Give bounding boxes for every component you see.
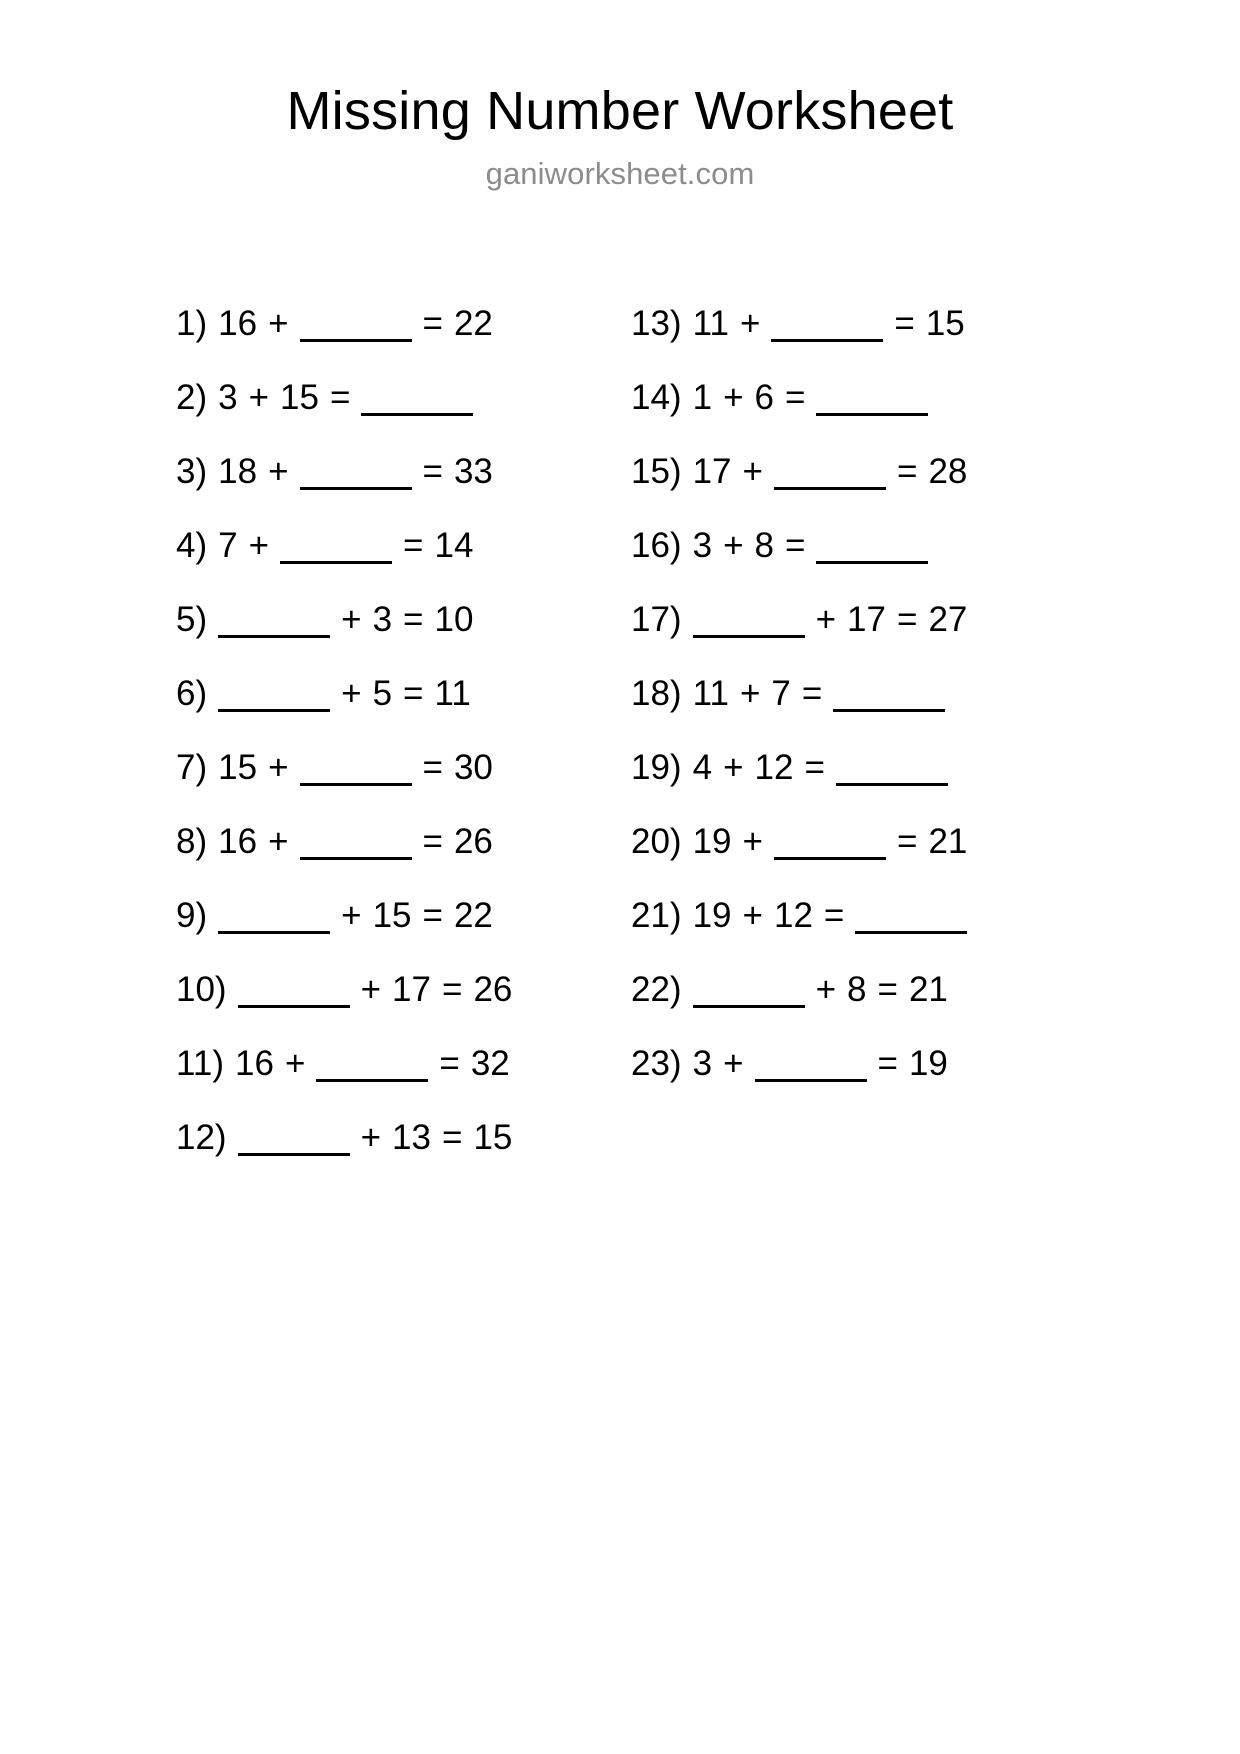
- operand-a: 19: [692, 822, 732, 861]
- problem-row: [176, 953, 631, 1027]
- problem-number: 17): [631, 600, 682, 639]
- equals-operator: =: [329, 378, 351, 417]
- operand-b: 13: [392, 1118, 431, 1157]
- operand-b: 5: [372, 674, 393, 713]
- problem-number: 2): [176, 378, 208, 417]
- answer-blank[interactable]: [816, 412, 928, 416]
- result-value: 10: [434, 600, 474, 639]
- equals-operator: =: [422, 896, 443, 935]
- plus-operator: +: [742, 452, 763, 491]
- problem-number: 5): [176, 600, 208, 639]
- problem-number: 11): [176, 1044, 224, 1083]
- result-value: 11: [434, 674, 471, 713]
- result-value: 26: [453, 822, 493, 861]
- operand-a: 7: [218, 526, 238, 565]
- problem-number: 12): [176, 1118, 227, 1157]
- equals-operator: =: [804, 748, 825, 787]
- operand-b: 17: [392, 970, 431, 1009]
- plus-operator: +: [268, 452, 289, 491]
- problem-number: 6): [176, 674, 208, 713]
- problem-column-left: [176, 287, 631, 1175]
- problem-number: 1): [176, 304, 208, 343]
- operand-b: 17: [847, 600, 886, 639]
- answer-blank[interactable]: [836, 782, 948, 786]
- equals-operator: =: [877, 970, 898, 1009]
- problem-number: 20): [631, 822, 682, 861]
- problem-number: 7): [176, 748, 208, 787]
- answer-blank[interactable]: [280, 560, 392, 564]
- operand-a: 3: [692, 526, 713, 565]
- plus-operator: +: [268, 822, 289, 861]
- problem-number: 18): [631, 674, 682, 713]
- result-value: 22: [453, 896, 493, 935]
- answer-blank[interactable]: [300, 338, 412, 342]
- operand-a: 4: [692, 748, 713, 787]
- equals-operator: =: [422, 452, 443, 491]
- problem-row: [176, 731, 631, 805]
- page-title: Missing Number Worksheet: [286, 81, 954, 141]
- plus-operator: +: [739, 674, 761, 713]
- problem-row: [176, 657, 631, 731]
- plus-operator: +: [360, 970, 382, 1009]
- problem-row: [631, 435, 1086, 509]
- answer-blank[interactable]: [693, 1004, 805, 1008]
- equals-operator: =: [441, 1118, 463, 1157]
- result-value: 33: [453, 452, 493, 491]
- operand-b: 3: [372, 600, 393, 639]
- problem-number: 14): [631, 378, 682, 417]
- problem-number: 21): [631, 896, 682, 935]
- plus-operator: +: [723, 1044, 744, 1083]
- equals-operator: =: [894, 304, 915, 343]
- problem-row: [176, 509, 631, 583]
- answer-blank[interactable]: [816, 560, 928, 564]
- equals-operator: =: [896, 600, 918, 639]
- problem-number: 3): [176, 452, 208, 491]
- equals-operator: =: [896, 822, 918, 861]
- answer-blank[interactable]: [238, 1004, 350, 1008]
- equals-operator: =: [403, 526, 424, 565]
- site-attribution: ganiworksheet.com: [485, 156, 755, 191]
- equals-operator: =: [422, 748, 443, 787]
- problem-row: [176, 879, 631, 953]
- result-value: 30: [453, 748, 493, 787]
- operand-a: 3: [218, 378, 238, 417]
- equals-operator: =: [403, 674, 424, 713]
- answer-blank[interactable]: [316, 1078, 428, 1082]
- plus-operator: +: [341, 674, 362, 713]
- problem-number: 23): [631, 1044, 682, 1083]
- answer-blank[interactable]: [771, 338, 883, 342]
- answer-blank[interactable]: [855, 930, 967, 934]
- equals-operator: =: [877, 1044, 898, 1083]
- problem-row: [176, 583, 631, 657]
- operand-b: 8: [847, 970, 867, 1009]
- plus-operator: +: [723, 378, 744, 417]
- problem-number: 16): [631, 526, 682, 565]
- result-value: 22: [453, 304, 493, 343]
- answer-blank[interactable]: [218, 708, 330, 712]
- problem-number: 19): [631, 748, 682, 787]
- plus-operator: +: [268, 748, 289, 787]
- operand-a: 11: [692, 674, 729, 713]
- plus-operator: +: [248, 526, 270, 565]
- plus-operator: +: [248, 378, 270, 417]
- plus-operator: +: [284, 1044, 306, 1083]
- operand-a: 16: [218, 822, 258, 861]
- result-value: 21: [928, 822, 968, 861]
- problem-column-right: [631, 287, 1086, 1101]
- result-value: 15: [925, 304, 965, 343]
- problem-number: 15): [631, 452, 682, 491]
- answer-blank[interactable]: [361, 412, 473, 416]
- answer-blank[interactable]: [238, 1152, 350, 1156]
- problem-number: 10): [176, 970, 227, 1009]
- problem-row: [176, 287, 631, 361]
- equals-operator: =: [823, 896, 845, 935]
- result-value: 19: [908, 1044, 948, 1083]
- operand-a: 16: [218, 304, 258, 343]
- problem-row: [631, 879, 1086, 953]
- answer-blank[interactable]: [833, 708, 945, 712]
- plus-operator: +: [739, 304, 761, 343]
- equals-operator: =: [784, 526, 806, 565]
- problem-number: 22): [631, 970, 682, 1009]
- result-value: 32: [470, 1044, 510, 1083]
- problem-row: [631, 657, 1086, 731]
- operand-b: 12: [773, 896, 813, 935]
- operand-a: 1: [692, 378, 713, 417]
- operand-a: 16: [235, 1044, 274, 1083]
- operand-a: 18: [218, 452, 258, 491]
- problem-number: 4): [176, 526, 208, 565]
- equals-operator: =: [784, 378, 806, 417]
- plus-operator: +: [268, 304, 289, 343]
- problem-row: [631, 805, 1086, 879]
- plus-operator: +: [815, 600, 837, 639]
- problem-number: 13): [631, 304, 682, 343]
- equals-operator: =: [422, 822, 443, 861]
- answer-blank[interactable]: [300, 486, 412, 490]
- result-value: 21: [908, 970, 948, 1009]
- result-value: 26: [473, 970, 513, 1009]
- answer-blank[interactable]: [755, 1078, 867, 1082]
- plus-operator: +: [341, 600, 362, 639]
- result-value: 27: [928, 600, 968, 639]
- answer-blank[interactable]: [300, 782, 412, 786]
- operand-b: 7: [771, 674, 791, 713]
- equals-operator: =: [801, 674, 823, 713]
- operand-a: 11: [692, 304, 729, 343]
- problem-row: [631, 1027, 1086, 1101]
- operand-a: 19: [692, 896, 732, 935]
- plus-operator: +: [723, 748, 744, 787]
- plus-operator: +: [742, 896, 763, 935]
- result-value: 15: [473, 1118, 513, 1157]
- problem-row: [631, 731, 1086, 805]
- problems-container: [0, 192, 1240, 1175]
- answer-blank[interactable]: [693, 634, 805, 638]
- operand-b: 15: [280, 378, 319, 417]
- result-value: 28: [928, 452, 968, 491]
- problem-row: [176, 361, 631, 435]
- answer-blank[interactable]: [774, 856, 886, 860]
- equals-operator: =: [896, 452, 918, 491]
- equals-operator: =: [422, 304, 443, 343]
- operand-b: 8: [754, 526, 774, 565]
- problem-row: [631, 953, 1086, 1027]
- answer-blank[interactable]: [300, 856, 412, 860]
- equals-operator: =: [439, 1044, 460, 1083]
- problem-row: [176, 1101, 631, 1175]
- operand-b: 6: [754, 378, 774, 417]
- operand-a: 3: [692, 1044, 713, 1083]
- answer-blank[interactable]: [218, 930, 330, 934]
- plus-operator: +: [742, 822, 763, 861]
- operand-a: 15: [218, 748, 258, 787]
- plus-operator: +: [723, 526, 744, 565]
- plus-operator: +: [360, 1118, 382, 1157]
- equals-operator: =: [441, 970, 463, 1009]
- operand-b: 12: [754, 748, 794, 787]
- problem-number: 9): [176, 896, 208, 935]
- problem-row: [631, 509, 1086, 583]
- operand-b: 15: [372, 896, 412, 935]
- answer-blank[interactable]: [218, 634, 330, 638]
- result-value: 14: [434, 526, 474, 565]
- operand-a: 17: [692, 452, 732, 491]
- problem-number: 8): [176, 822, 208, 861]
- answer-blank[interactable]: [774, 486, 886, 490]
- problem-row: [631, 287, 1086, 361]
- problem-row: [176, 805, 631, 879]
- problem-row: [631, 361, 1086, 435]
- problem-row: [176, 435, 631, 509]
- equals-operator: =: [403, 600, 424, 639]
- plus-operator: +: [815, 970, 837, 1009]
- plus-operator: +: [341, 896, 362, 935]
- problem-row: [631, 583, 1086, 657]
- problem-row: [176, 1027, 631, 1101]
